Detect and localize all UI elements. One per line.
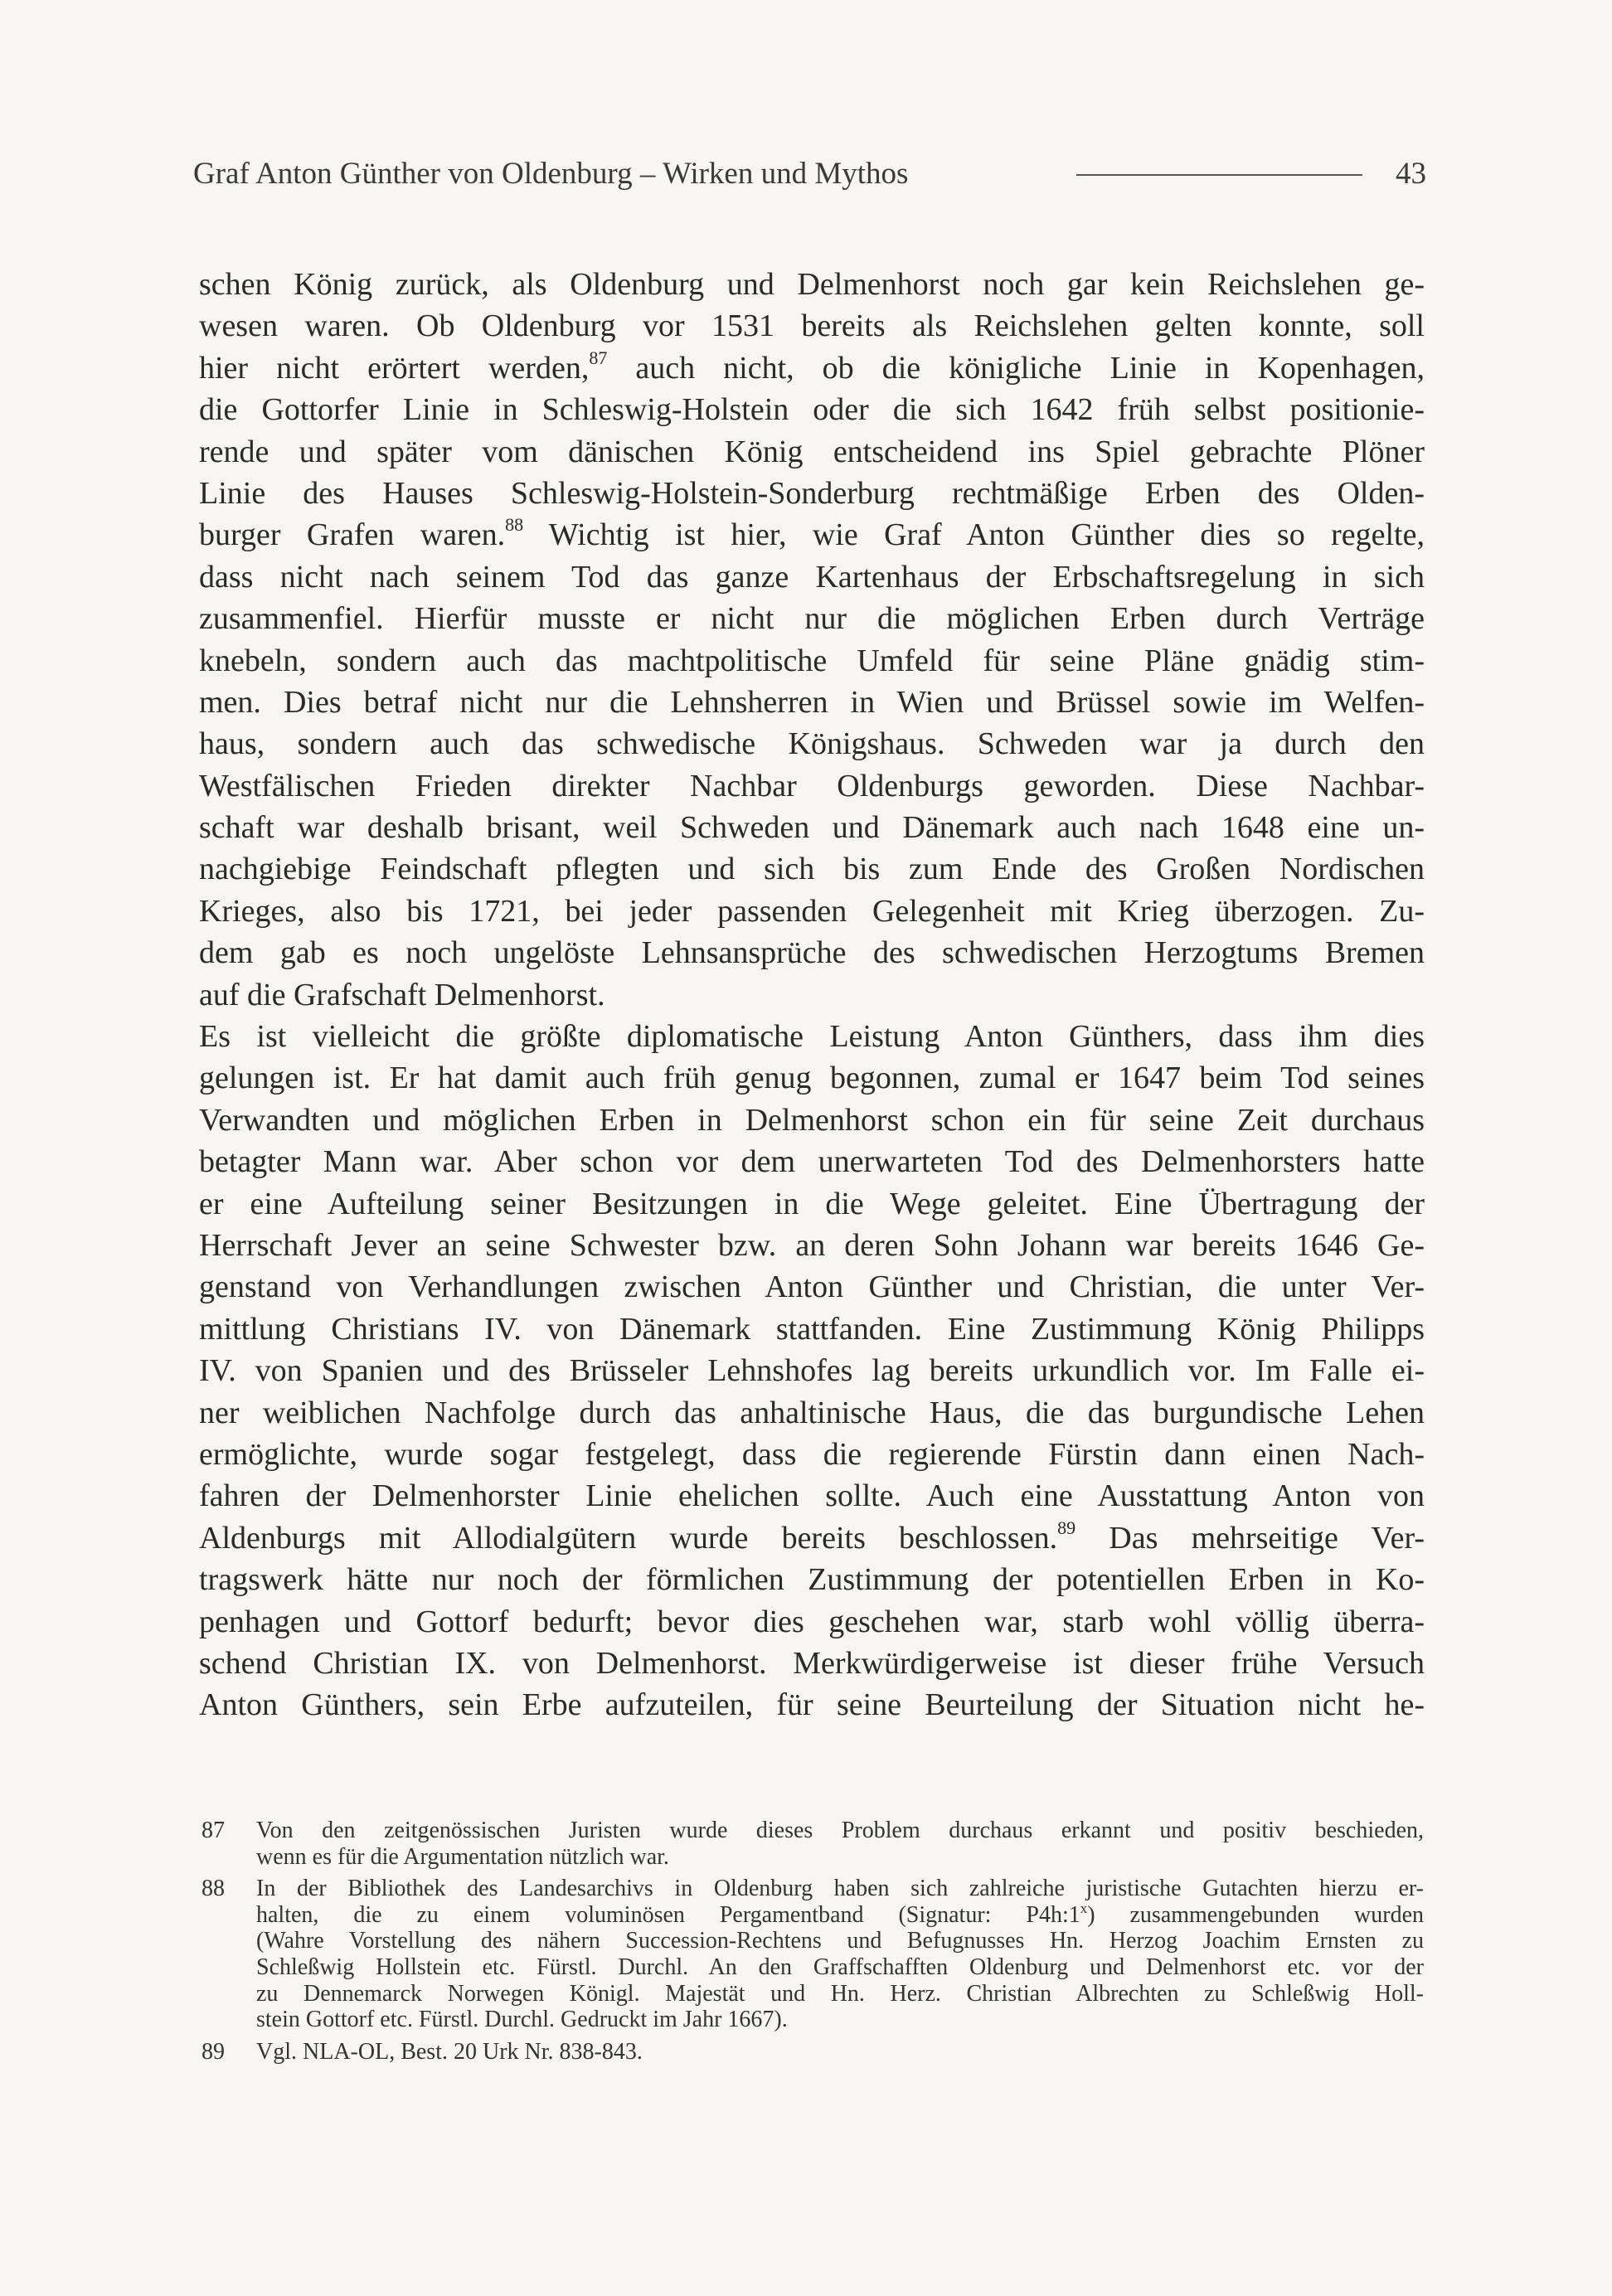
running-head	[193, 149, 1426, 199]
footnote-89	[202, 2039, 1424, 2065]
body-line: wesen waren. Ob Oldenburg vor 1531 bereits als Reichslehen gelten konnte, soll	[199, 308, 1425, 344]
body-line: penhagen und Gottorf bedurft; bevor dies geschehen war, starb wohl völlig überra-	[199, 1604, 1425, 1639]
footnote-text	[256, 2039, 1424, 2065]
body-line: Verwandten und möglichen Erben in Delmenhorst schon ein für seine Zeit durchaus	[199, 1102, 1425, 1138]
body-line: Krieges, also bis 1721, bei jeder passenden Gelegenheit mit Krieg überzogen. Zu-	[199, 893, 1425, 929]
footnote-line: Von den zeitgenössischen Juristen wurde dieses Problem durchaus erkannt und positiv beschieden,	[256, 1818, 1424, 1843]
footnote-line: Vgl. NLA-OL, Best. 20 Urk Nr. 838-843.	[256, 2038, 643, 2065]
footnote-line: wenn es für die Argumentation nützlich war.	[256, 1843, 669, 1870]
footnote-reference: 87	[589, 347, 608, 368]
body-line-text: Aldenburgs mit Allodialgütern wurde bereits beschlossen.	[199, 1520, 1058, 1556]
body-line	[199, 1517, 1425, 1559]
footnote-line: In der Bibliothek des Landesarchivs in Oldenburg haben sich zahlreiche juristische Gutachten hierzu er-	[256, 1876, 1424, 1902]
body-line-text: burger Grafen waren.	[199, 517, 506, 553]
body-line: zusammenfiel. Hierfür musste er nicht nur die möglichen Erben durch Verträge	[199, 601, 1425, 637]
footnote-line: (Wahre Vorstellung des nähern Succession-Rechtens und Befugnusses Hn. Herzog Joachim Ernsten zu	[256, 1928, 1424, 1954]
footnote-line: stein Gottorf etc. Fürstl. Durchl. Gedruckt im Jahr 1667).	[256, 2007, 788, 2033]
body-line	[199, 347, 1425, 389]
running-head-title: Graf Anton Günther von Oldenburg – Wirken und Mythos	[193, 157, 909, 191]
body-line: Westfälischen Frieden direkter Nachbar Oldenburgs geworden. Diese Nachbar-	[199, 768, 1425, 803]
superscript: x	[1080, 1900, 1088, 1916]
body-line: er eine Aufteilung seiner Besitzungen in die Wege geleitet. Eine Übertragung der	[199, 1186, 1425, 1221]
footnote-number: 87	[202, 1818, 225, 1843]
footnote-reference: 88	[505, 514, 524, 536]
footnote-line: zu Dennemarck Norwegen Königl. Majestät und Hn. Herz. Christian Albrechten zu Schleßwig Holl-	[256, 1980, 1424, 2007]
body-line-text: auch nicht, ob die königliche Linie in Kopenhagen,	[607, 350, 1425, 386]
body-line: haus, sondern auch das schwedische Königshaus. Schweden war ja durch den	[199, 726, 1425, 762]
body-line: rende und später vom dänischen König entscheidend ins Spiel gebrachte Plöner	[199, 434, 1425, 469]
body-line: tragswerk hätte nur noch der förmlichen Zustimmung der potentiellen Erben in Ko-	[199, 1562, 1425, 1598]
body-line-text: Das mehrseitige Ver-	[1075, 1520, 1425, 1556]
body-line: men. Dies betraf nicht nur die Lehnsherren in Wien und Brüssel sowie im Welfen-	[199, 684, 1425, 720]
footnote-number: 89	[202, 2038, 225, 2065]
body-line: betagter Mann war. Aber schon vor dem unerwarteten Tod des Delmenhorsters hatte	[199, 1144, 1425, 1180]
footnote-text	[256, 1876, 1424, 2033]
footnote-87	[202, 1818, 1424, 1870]
footnotes	[202, 1818, 1424, 2070]
body-line: Anton Günthers, sein Erbe aufzuteilen, für seine Beurteilung der Situation nicht he-	[199, 1687, 1425, 1723]
footnote-reference: 89	[1057, 1517, 1076, 1538]
body-line: schaft war deshalb brisant, weil Schweden und Dänemark auch nach 1648 eine un-	[199, 810, 1425, 846]
body-line: genstand von Verhandlungen zwischen Anton Günther und Christian, die unter Ver-	[199, 1269, 1425, 1305]
running-head-rule	[1076, 174, 1362, 176]
body-line	[199, 514, 1425, 556]
body-line: Herrschaft Jever an seine Schwester bzw. an deren Sohn Johann war bereits 1646 Ge-	[199, 1227, 1425, 1263]
footnote-line	[256, 1902, 1424, 1929]
body-line: ner weiblichen Nachfolge durch das anhaltinische Haus, die das burgundische Lehen	[199, 1395, 1425, 1430]
body-line-text: Wichtig ist hier, wie Graf Anton Günther dies so regelte,	[523, 517, 1425, 553]
body-line: schend Christian IX. von Delmenhorst. Merkwürdigerweise ist dieser frühe Versuch	[199, 1645, 1425, 1681]
footnote-line-text: ) zusammengebunden wurden	[1087, 1901, 1425, 1928]
body-line: IV. von Spanien und des Brüsseler Lehnshofes lag bereits urkundlich vor. Im Falle ei-	[199, 1353, 1425, 1389]
body-line: die Gottorfer Linie in Schleswig-Holstein oder die sich 1642 früh selbst positionie-	[199, 392, 1425, 428]
body-text	[199, 264, 1425, 1726]
footnote-line: Schleßwig Hollstein etc. Fürstl. Durchl. An den Graffschafften Oldenburg und Delmenhorst etc. vor der	[256, 1954, 1424, 1980]
body-line: fahren der Delmenhorster Linie ehelichen sollte. Auch eine Ausstattung Anton von	[199, 1478, 1425, 1514]
page-number: 43	[1396, 157, 1426, 191]
body-line: knebeln, sondern auch das machtpolitische Umfeld für seine Pläne gnädig stim-	[199, 643, 1425, 678]
footnote-line-text: halten, die zu einem voluminösen Pergamentband (Signatur: P4h:1	[256, 1901, 1080, 1928]
body-line: ermöglichte, wurde sogar festgelegt, dass die regierende Fürstin dann einen Nach-	[199, 1436, 1425, 1472]
body-line: dass nicht nach seinem Tod das ganze Kartenhaus der Erbschaftsregelung in sich	[199, 559, 1425, 595]
body-line: dem gab es noch ungelöste Lehnsansprüche des schwedischen Herzogtums Bremen	[199, 935, 1425, 971]
body-line: gelungen ist. Er hat damit auch früh genug begonnen, zumal er 1647 beim Tod seines	[199, 1061, 1425, 1096]
body-line: nachgiebige Feindschaft pflegten und sich bis zum Ende des Großen Nordischen	[199, 852, 1425, 887]
body-line: schen König zurück, als Oldenburg und Delmenhorst noch gar kein Reichslehen ge-	[199, 267, 1425, 302]
body-line-text: hier nicht erörtert werden,	[199, 350, 590, 386]
body-line: auf die Grafschaft Delmenhorst.	[199, 977, 605, 1012]
footnote-number: 88	[202, 1876, 225, 1902]
footnote-88	[202, 1876, 1424, 2033]
body-line: Linie des Hauses Schleswig-Holstein-Sonderburg rechtmäßige Erben des Olden-	[199, 475, 1425, 511]
body-line: mittlung Christians IV. von Dänemark stattfanden. Eine Zustimmung König Philipps	[199, 1311, 1425, 1347]
body-line: Es ist vielleicht die größte diplomatische Leistung Anton Günthers, dass ihm dies	[199, 1019, 1425, 1055]
footnote-text	[256, 1818, 1424, 1870]
